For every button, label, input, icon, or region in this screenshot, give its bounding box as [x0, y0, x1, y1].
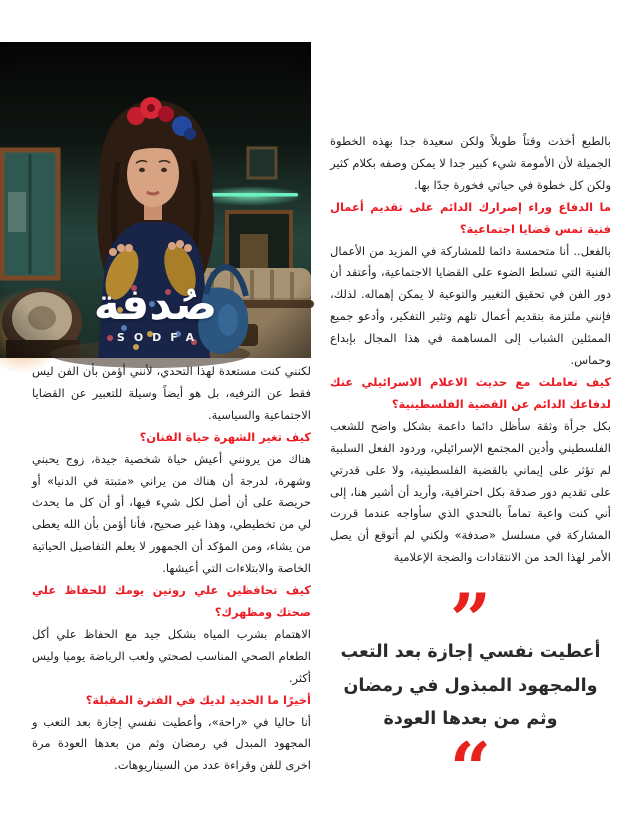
quote-open-icon: “: [449, 725, 492, 811]
interview-question: كيف تعاملت مع حديث الاعلام الاسرائيلي عنك لدفاعك الدائم عن القضية الفلسطينية؟: [330, 374, 611, 411]
article-paragraph: هناك من يرونني أعيش حياة شخصية جيدة، زوج يحبني وشهرة، لدرجة أن هناك من يراني «متبتة في الدنيا» أو حريصة على أن أصل لكل شيء فيها، أو أن كل ما يحدث لي من تخطيطي، وهذا غير صحيح، فأنا أؤمن بأن الله يعطى من يشاء، ومن المؤكد أن الجمهور لا يعلم التفاصيل الحياتية الخاصة والابتلاءات التي أعيشها.: [32, 451, 311, 576]
quote-close-icon: ”: [449, 577, 492, 662]
show-logo-arabic: صُدفة: [93, 278, 218, 330]
article-column-left: [32, 361, 311, 777]
pull-quote-line: أعطيت نفسي إجازة بعد التعب: [340, 642, 601, 662]
pull-quote: [330, 577, 611, 811]
interview-question: ما الدفاع وراء إصرارك الدائم على تقديم أعمال فنية تمس قضايا اجتماعية؟: [330, 199, 611, 236]
article-paragraph: بكل جرأة وثقة سأظل دائما داعمة بشكل واضح للشعب الفلسطيني وأدين المجتمع الإسرائيلي، وردود الفعل السلبية لم تؤثر على إيماني بالقضية الفلسطينية، ولا على قدرتي على تقديم دور صدقة بكل احترافية، وأريد أن أشير هنا، إلى أني كنت واعية تماماً بالتحدي الذي سأواجه عندما قررت المشاركة في مسلسل «صدفة» ولكني لم أتوقع أن يصل الأمر لهذا الحد من الانتقادات والضجة الإعلامية: [330, 418, 611, 565]
article-paragraph: بالفعل.. أنا متحمسة دائما للمشاركة في المزيد من الأعمال الفنية التي تسلط الضوء على القضايا الاجتماعية، وأعتقد أن دور الفن في تحقيق التغيير والتوعية لا يمكن إهماله. لذلك، فإنني ملتزمة بتقديم أعمال تلهم وتثير التفكير، وأدعو جميع الممثلين الشباب إلى المساهمة في هذا المجال بإبداع وحماس.: [330, 243, 611, 368]
article-paragraph: لكنني كنت مستعدة لهذا التحدي، لأنني أؤمن بأن الفن ليس فقط عن الترفيه، بل هو أيضاً وسيلة للتعبير عن القضايا الاجتماعية والسياسية.: [32, 364, 311, 422]
photo-illustration: [0, 42, 311, 358]
show-logo-latin: SODFA: [116, 331, 204, 344]
article-column-right: [330, 131, 611, 569]
pull-quote-line: والمجهود المبذول في رمضان: [343, 675, 598, 696]
interview-question: كيف تحافظين علي روتين يومك للحفاظ علي صحتك ومظهرك؟: [32, 583, 311, 619]
article-paragraph: بالطبع أخذت وقتاً طويلاً ولكن سعيدة جدا بهذه الخطوة الجميلة لأن الأمومة شيء كبير جدا لا يمكن وصفه بكلام كثير ولكن كل خطوة في حياتي فخورة جدًا بها.: [330, 134, 611, 192]
article-paragraph: أنا حاليا في «راحة»، وأعطيت نفسي إجازة بعد التعب و المجهود المبدل في رمضان وثم من بعدها العودة مرة اخرى للفن وقراءة عدد من السيناريوهات.: [32, 714, 311, 773]
article-paragraph: الاهتمام بشرب المياه بشكل جيد مع الحفاظ علي أكل الطعام الصحي المناسب لصحتي ولعب الرياضة يوميا وليس أكثر.: [32, 626, 311, 685]
interview-question: أخيرًا ما الجديد لديك في الفترة المقبلة؟: [85, 692, 311, 707]
feature-photo: [0, 42, 311, 358]
pull-quote-line: وثم من بعدها العودة: [383, 709, 558, 729]
interview-question: كيف تغير الشهرة حياة الفنان؟: [139, 429, 311, 444]
